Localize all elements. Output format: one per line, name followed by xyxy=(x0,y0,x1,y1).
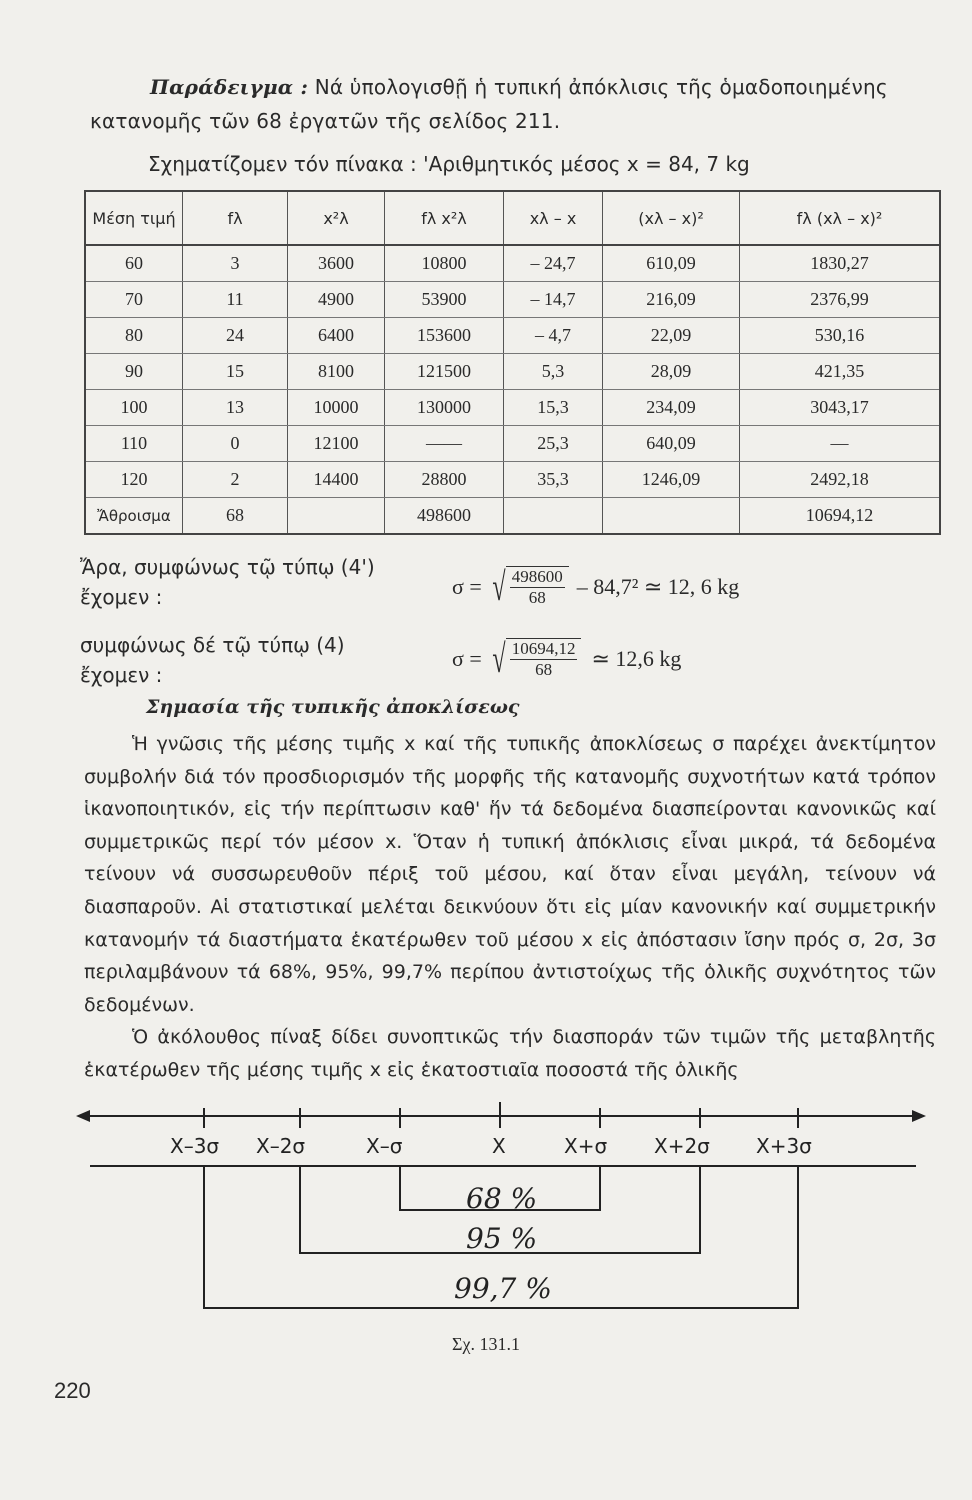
table-cell: 28,09 xyxy=(603,354,740,390)
table-cell: 1830,27 xyxy=(740,245,941,282)
table-cell: 2 xyxy=(183,462,288,498)
table-sum-row xyxy=(85,498,940,535)
table-row xyxy=(85,390,940,426)
table-cell: 60 xyxy=(85,245,183,282)
paragraph-2: Ὁ ἀκόλουθος πίναξ δίδει συνοπτικῶς τήν διασποράν τῶν τιμῶν τῆς μεταβλητῆς ἑκατέρωθεν τῆς μέσης τιμῆς x εἰς ἑκατοστιαῖα ποσοστά τῆς ὁλικῆς xyxy=(84,1026,936,1081)
table-cell: 130000 xyxy=(385,390,504,426)
table-cell: 216,09 xyxy=(603,282,740,318)
band-label-68: 68 % xyxy=(466,1182,538,1215)
sigma-interval-diagram xyxy=(70,1098,930,1328)
figure-caption: Σχ. 131.1 xyxy=(452,1334,520,1354)
table-cell: 10000 xyxy=(288,390,385,426)
table-cell: 12100 xyxy=(288,426,385,462)
table-cell: – 4,7 xyxy=(504,318,603,354)
col-header-f-x-squared: fλ x²λ xyxy=(385,191,504,245)
table-cell: 90 xyxy=(85,354,183,390)
table-cell: 53900 xyxy=(385,282,504,318)
formula-1-sigma: σ = xyxy=(452,574,482,599)
band-label-99-7: 99,7 % xyxy=(454,1272,552,1305)
table-cell: 1246,09 xyxy=(603,462,740,498)
col-header-mean-value: Μέση τιμή xyxy=(85,191,183,245)
sum-empty xyxy=(504,498,603,535)
page-number: 220 xyxy=(54,1378,91,1403)
table-cell: 100 xyxy=(85,390,183,426)
table-cell: 110 xyxy=(85,426,183,462)
table-cell: 530,16 xyxy=(740,318,941,354)
example-intro xyxy=(90,70,950,138)
section-body xyxy=(84,728,936,1087)
formula-1-line-a: Ἄρα, συμφώνως τῷ τύπῳ (4') xyxy=(80,555,375,579)
table-cell: 70 xyxy=(85,282,183,318)
table-cell: – 24,7 xyxy=(504,245,603,282)
sqrt-icon: √ xyxy=(492,636,506,681)
tick-label-plus-3sigma: X+3σ xyxy=(756,1134,812,1158)
table-row xyxy=(85,282,940,318)
tick-labels xyxy=(170,1134,812,1158)
table-row xyxy=(85,354,940,390)
table-cell: 120 xyxy=(85,462,183,498)
formula-2-numerator: 10694,12 xyxy=(511,639,576,658)
paragraph-1: Ἡ γνῶσις τῆς μέσης τιμῆς x καί τῆς τυπικῆς ἀποκλίσεως σ παρέχει ἀνεκτίμητον συμβολήν διά τόν προσδιορισμόν τῆς μορφῆς τῆς κατανομῆς συχνοτήτων κατά τρόπον ἱκανοποιητικόν, εἰς τήν περίπτωσιν καθ' ἥν τά δεδομένα διασπείρονται κανονικῶς καί συμμετρικῶς περί τόν μέσον x. Ὅταν ἡ τυπική ἀπόκλισις εἶναι μικρά, τά δεδομένα τείνουν νά συσσωρευθοῦν πέριξ τοῦ μέσου, καί ὅταν εἶναι μεγάλη, τείνουν νά διασπαροῦν. Αἱ στατιστικαί μελέται δεικνύουν ὅτι εἰς μίαν κανονικήν καί συμμετρικήν κατανομήν τά διαστήματα ἑκατέρωθεν τοῦ μέσου x εἰς ἀπόστασιν ἴσην πρός σ, 2σ, 3σ περιλαμβάνουν τά 68%, 95%, 99,7% περίπου ἀντιστοίχως τῆς ὁλικῆς συχνότητος τῶν δεδομένων. xyxy=(84,733,936,1016)
table-cell: 24 xyxy=(183,318,288,354)
table-cell: —— xyxy=(385,426,504,462)
formula-2-result: ≃ 12,6 kg xyxy=(591,646,682,671)
table-cell: 3043,17 xyxy=(740,390,941,426)
col-header-x-squared: x²λ xyxy=(288,191,385,245)
tick-label-minus-sigma: X–σ xyxy=(366,1134,403,1158)
table-cell: 121500 xyxy=(385,354,504,390)
arrow-right-icon xyxy=(912,1110,926,1122)
table-cell: 4900 xyxy=(288,282,385,318)
table-row xyxy=(85,462,940,498)
table-row xyxy=(85,318,940,354)
table-cell: 234,09 xyxy=(603,390,740,426)
col-header-deviation-squared: (xλ – x)² xyxy=(603,191,740,245)
formula-2 xyxy=(452,638,681,680)
sum-f-x-squared: 498600 xyxy=(385,498,504,535)
tick-label-minus-3sigma: X–3σ xyxy=(170,1134,220,1158)
formula-2-line-a: συμφώνως δέ τῷ τύπῳ (4) xyxy=(80,633,345,657)
table-row xyxy=(85,245,940,282)
sqrt-icon: √ xyxy=(492,564,506,609)
formula-2-text xyxy=(80,630,345,690)
table-cell: 2376,99 xyxy=(740,282,941,318)
formula-1-text xyxy=(80,552,375,612)
table-cell: 610,09 xyxy=(603,245,740,282)
formula-1-numerator: 498600 xyxy=(511,567,563,586)
table-cell: 15 xyxy=(183,354,288,390)
sum-label: Ἄθροισμα xyxy=(85,498,183,535)
table-cell: 8100 xyxy=(288,354,385,390)
table-cell: 2492,18 xyxy=(740,462,941,498)
formula-2-denominator: 68 xyxy=(535,660,553,679)
table-cell: 25,3 xyxy=(504,426,603,462)
sum-weighted-deviation: 10694,12 xyxy=(740,498,941,535)
table-cell: 13 xyxy=(183,390,288,426)
mean-statement: Σχηματίζομεν τόν πίνακα : 'Αριθμητικός μέσος x = 84, 7 kg xyxy=(148,152,750,176)
table-cell: 11 xyxy=(183,282,288,318)
table-cell: – 14,7 xyxy=(504,282,603,318)
table-cell: 640,09 xyxy=(603,426,740,462)
sum-empty xyxy=(603,498,740,535)
table-cell: 28800 xyxy=(385,462,504,498)
table-row xyxy=(85,426,940,462)
table-cell: 22,09 xyxy=(603,318,740,354)
formula-1-line-b: ἔχομεν : xyxy=(80,585,163,609)
tick-label-plus-sigma: X+σ xyxy=(564,1134,608,1158)
computation-table xyxy=(84,190,941,535)
tick-label-plus-2sigma: X+2σ xyxy=(654,1134,710,1158)
table-cell: 5,3 xyxy=(504,354,603,390)
formula-1-denominator: 68 xyxy=(528,588,546,607)
table-header-row xyxy=(85,191,940,245)
formula-2-sigma: σ = xyxy=(452,646,482,671)
col-header-weighted-deviation: fλ (xλ – x)² xyxy=(740,191,941,245)
table-cell: 6400 xyxy=(288,318,385,354)
table-cell: 35,3 xyxy=(504,462,603,498)
sum-frequency: 68 xyxy=(183,498,288,535)
formula-1-result: – 84,7² ≃ 12, 6 kg xyxy=(576,574,740,599)
col-header-deviation: xλ – x xyxy=(504,191,603,245)
example-line-2: κατανομῆς τῶν 68 ἐργατῶν τῆς σελίδος 211. xyxy=(90,109,561,133)
example-label: Παράδειγμα : xyxy=(150,75,309,99)
formula-1 xyxy=(452,566,739,608)
table-cell: 10800 xyxy=(385,245,504,282)
formula-2-line-b: ἔχομεν : xyxy=(80,663,163,687)
table-cell: 3600 xyxy=(288,245,385,282)
table-cell: 3 xyxy=(183,245,288,282)
tick-label-mean: X xyxy=(492,1134,506,1158)
tick-label-minus-2sigma: X–2σ xyxy=(256,1134,306,1158)
formula-1-fraction xyxy=(506,566,569,608)
table-cell: 15,3 xyxy=(504,390,603,426)
col-header-frequency: fλ xyxy=(183,191,288,245)
sum-empty xyxy=(288,498,385,535)
table-cell: 80 xyxy=(85,318,183,354)
arrow-left-icon xyxy=(76,1110,90,1122)
table-cell: 0 xyxy=(183,426,288,462)
table-cell: 421,35 xyxy=(740,354,941,390)
formula-2-fraction xyxy=(506,638,582,680)
table-cell: — xyxy=(740,426,941,462)
example-line-1: Νά ὑπολογισθῇ ἡ τυπική ἀπόκλισις τῆς ὁμαδοποιημένης xyxy=(314,75,888,99)
section-heading: Σημασία τῆς τυπικῆς ἀποκλίσεως xyxy=(146,696,520,718)
table-cell: 14400 xyxy=(288,462,385,498)
band-label-95: 95 % xyxy=(466,1222,538,1255)
table-cell: 153600 xyxy=(385,318,504,354)
